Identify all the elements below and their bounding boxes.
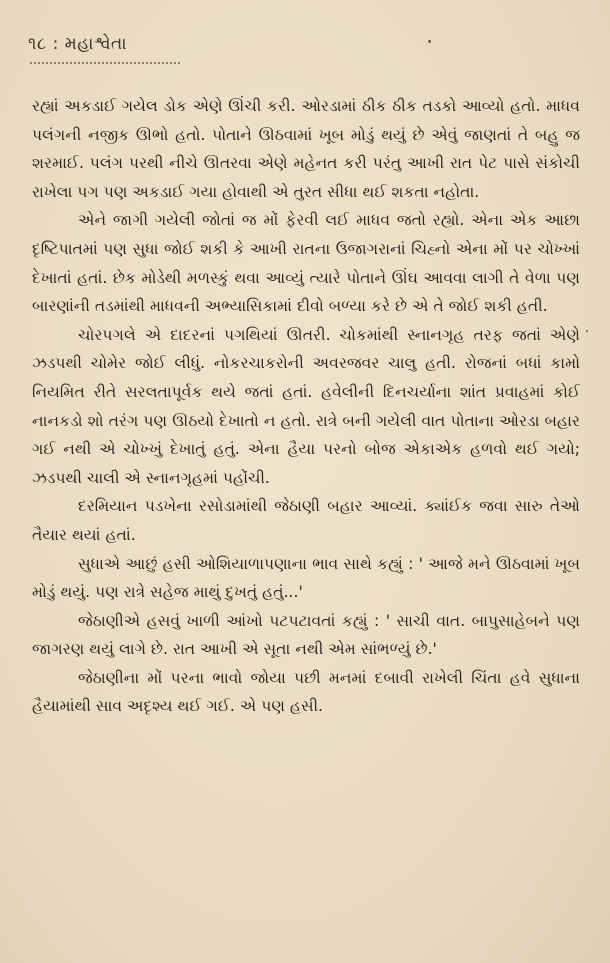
paper-speck xyxy=(586,330,588,332)
paragraph: જેઠાણીના મોં પરના ભાવો જોયા પછી મનમાં દબાવી રાખેલી ચિંતા હવે સુધાના હૈયામાંથી સાવ અદૃશ્ય થઈ ગઈ. એ પણ હસી. xyxy=(32,668,580,716)
paragraph: દરમિયાન પડખેના રસોડામાંથી જેઠાણી બહાર આવ્યાં. ક્યાંઈક જવા સારુ તેઓ તૈયાર થયાં હતાં. xyxy=(32,497,580,544)
running-header: ૧૮ : મહાશ્વેતા xyxy=(28,34,127,54)
paper-speck xyxy=(428,40,431,43)
header-underline xyxy=(30,62,180,64)
paragraph: એને જાગી ગયેલી જોતાં જ મોં ફેરવી લઈ માધવ જતો રહ્યો. એના એક આછા દૃષ્ટિપાતમાં પણ સુધા જોઈ શકી કે આખી રાતના ઉજાગરાનાં ચિહ્નો એના મોં પર ચોખ્ખાં દેખાતાં હતાં. છેક મોડેથી મળસ્કું થવા આવ્યું ત્યારે પોતાને ઊંઘ આવવા લાગી તે વેળા પણ બારણાંની તડમાંથી માધવની અભ્યાસિકામાં દીવો બળ્યા કરે છે એ તે જોઈ શકી હતી. xyxy=(32,211,580,316)
paragraph: ચોરપગલે એ દાદરનાં પગથિયાં ઊતરી. ચોકમાંથી સ્નાનગૃહ તરફ જતાં એણે ઝડપથી ચોમેર જોઈ લીધું. નોકરચાકરોની અવરજવર ચાલુ હતી. રોજનાં બધાં કામો નિયમિત રીતે સરલતાપૂર્વક થયે જતાં હતાં. હવેલીની દિનચર્યાના શાંત પ્રવાહમાં કોઈ નાનકડો શો તરંગ પણ ઊઠયો દેખાતો ન હતો. રાત્રે બની ગયેલી વાત પોતાના ઓરડા બહાર ગઈ નથી એ ચોખ્ખું દેખાતું હતું. એના હૈયા પરનો બોજ એકાએક હળવો થઈ ગયો; ઝડપથી ચાલી એ સ્નાનગૃહમાં પહોંચી. xyxy=(32,325,580,487)
paragraph: સુધાએ આછું હસી ઓશિયાળાપણાના ભાવ સાથે કહ્યું : ' આજે મને ઊઠવામાં ખૂબ મોડું થયું. પણ રાત્રે સહેજ માથું દુખતું હતું...' xyxy=(32,554,580,602)
paragraph: રહ્યાં અકડાઈ ગયેલ ડોક એણે ઊંચી કરી. ઓરડામાં ઠીક ઠીક તડકો આવ્યો હતો. માધવ પલંગની નજીક ઊભો હતો. પોતાને ઊઠવામાં ખૂબ મોડું થયું છે એવું જાણતાં તે બહુ જ શરમાઈ. પલંગ પરથી નીચે ઊતરવા એણે મહેનત કરી પરંતુ આખી રાત પેટ પાસે સંકોચી રાખેલા પગ પણ અકડાઈ ગયા હોવાથી એ તુરત સીધા થઈ શકતા નહોતા. xyxy=(32,97,580,201)
paragraph: જેઠાણીએ હસવું ખાળી આંખો પટપટાવતાં કહ્યું : ' સાચી વાત. બાપુસાહેબને પણ જાગરણ થયું લાગે છે. રાત આખી એ સૂતા નથી એમ સાંભળ્યું છે.' xyxy=(32,611,580,659)
page-body xyxy=(32,92,580,721)
